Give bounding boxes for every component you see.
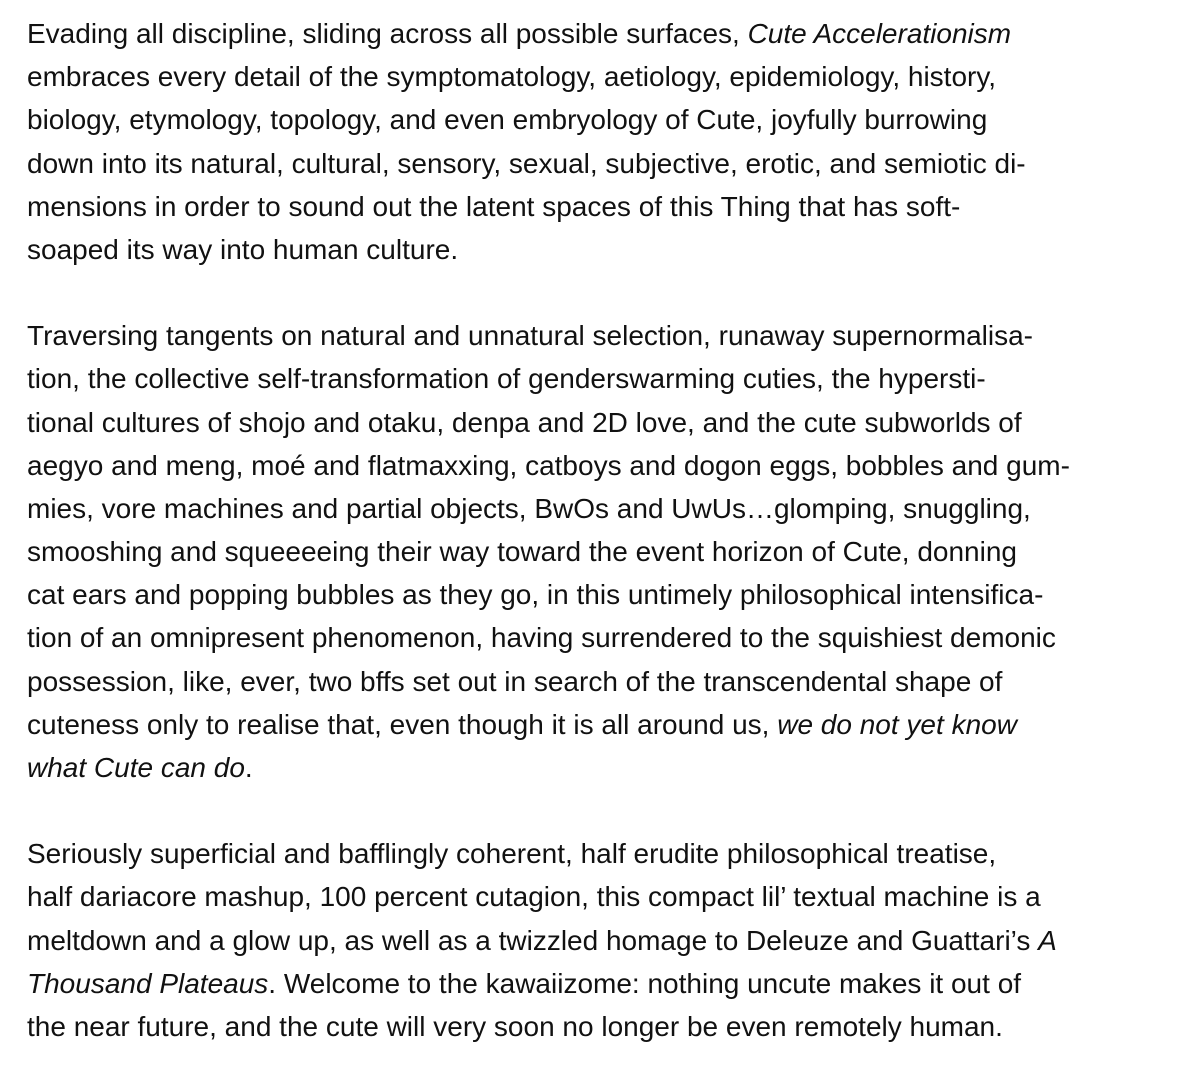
text-line	[27, 530, 1200, 573]
italic-text: Thousand Plateaus	[27, 967, 269, 999]
text-run: biology, etymology, topology, and even embryology of Cute, joyfully burrowing	[27, 104, 988, 136]
paragraph-3	[27, 832, 1200, 1048]
text-run: embraces every detail of the symptomatology, aetiology, epidemiology, history,	[27, 61, 997, 93]
text-line	[27, 573, 1200, 616]
text-run: down into its natural, cultural, sensory, sexual, subjective, erotic, and semiotic di-	[27, 147, 1026, 179]
text-line	[27, 357, 1200, 400]
text-run: half dariacore mashup, 100 percent cutagion, this compact lil’ textual machine is a	[27, 881, 1041, 913]
italic-text: A	[1038, 924, 1057, 956]
text-line	[27, 185, 1200, 228]
paragraph-1	[27, 12, 1200, 271]
text-line	[27, 98, 1200, 141]
text-line	[27, 444, 1200, 487]
text-line	[27, 919, 1200, 962]
text-line	[27, 487, 1200, 530]
text-line	[27, 875, 1200, 918]
text-run: cuteness only to realise that, even though it is all around us,	[27, 708, 778, 740]
text-body	[27, 12, 1200, 1048]
text-line	[27, 962, 1200, 1005]
text-run: cat ears and popping bubbles as they go, in this untimely philosophical intensifica-	[27, 579, 1044, 611]
text-run: . Welcome to the kawaiizome: nothing uncute makes it out of	[268, 967, 1022, 999]
text-line	[27, 660, 1200, 703]
text-run: smooshing and squeeeeing their way toward the event horizon of Cute, donning	[27, 536, 1017, 568]
text-run: possession, like, ever, two bffs set out in search of the transcendental shape of	[27, 665, 1003, 697]
text-run: .	[244, 752, 253, 783]
text-run: aegyo and meng, moé and flatmaxxing, catboys and dogon eggs, bobbles and gum-	[27, 449, 1070, 481]
italic-text: we do not yet know	[777, 708, 1017, 740]
text-line	[27, 746, 1200, 789]
text-run: Seriously superficial and bafflingly coherent, half erudite philosophical treatise,	[27, 838, 997, 870]
text-line	[27, 832, 1200, 875]
italic-text: Cute Accelerationism	[747, 18, 1012, 49]
text-run: tion, the collective self-transformation of genderswarming cuties, the hypersti-	[27, 363, 986, 395]
text-line	[27, 12, 1200, 55]
text-line	[27, 1005, 1200, 1048]
text-run: soaped its way into human culture.	[27, 233, 459, 265]
text-run: mensions in order to sound out the latent spaces of this Thing that has soft-	[27, 190, 961, 222]
italic-text: what Cute can do	[27, 752, 245, 783]
text-run: mies, vore machines and partial objects, BwOs and UwUs…glomping, snuggling,	[27, 492, 1031, 524]
text-run: Evading all discipline, sliding across all possible surfaces,	[27, 18, 748, 49]
paragraph-gap	[27, 789, 1200, 832]
text-line	[27, 55, 1200, 98]
text-line	[27, 142, 1200, 185]
text-line	[27, 616, 1200, 659]
text-run: the near future, and the cute will very soon no longer be even remotely human.	[27, 1010, 1003, 1042]
text-run: tional cultures of shojo and otaku, denpa and 2D love, and the cute subworlds of	[27, 406, 1022, 438]
text-line	[27, 228, 1200, 271]
text-line	[27, 401, 1200, 444]
paragraph-2	[27, 314, 1200, 789]
text-run: meltdown and a glow up, as well as a twizzled homage to Deleuze and Guattari’s	[27, 924, 1039, 956]
text-run: tion of an omnipresent phenomenon, having surrendered to the squishiest demonic	[27, 622, 1056, 654]
paragraph-gap	[27, 271, 1200, 314]
text-line	[27, 314, 1200, 357]
text-line	[27, 703, 1200, 746]
text-run: Traversing tangents on natural and unnatural selection, runaway supernormalisa-	[27, 320, 1033, 352]
